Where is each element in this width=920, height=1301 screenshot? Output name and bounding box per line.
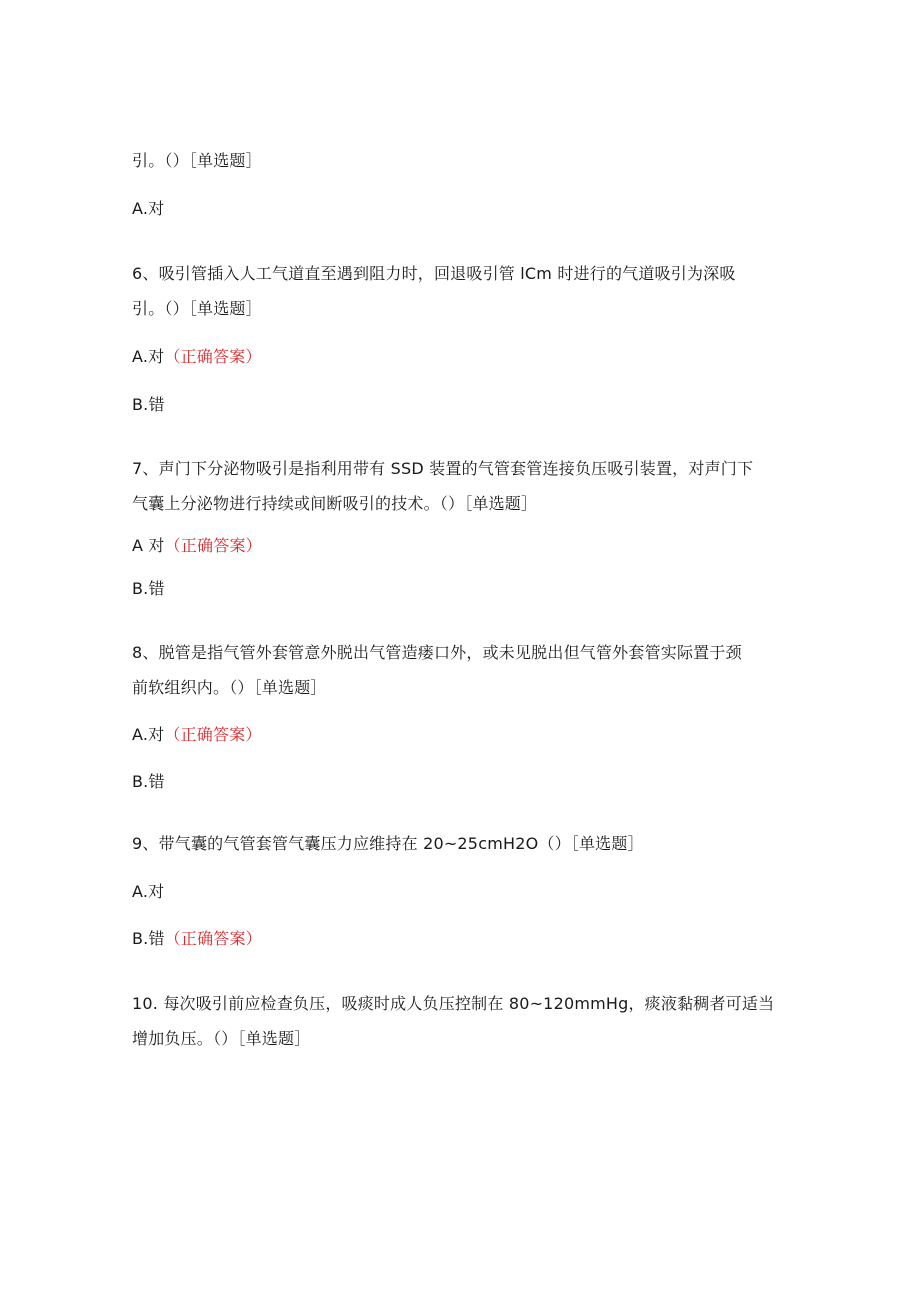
- correct-answer-mark: （正确答案）: [164, 929, 262, 948]
- question-8-option-a: [132, 725, 262, 745]
- question-5-option-a: [132, 199, 164, 219]
- option-label: A.对: [132, 347, 165, 366]
- option-label: B.错: [132, 395, 165, 414]
- question-6-option-b: [132, 395, 165, 415]
- question-7-text-line-2: 气囊上分泌物进行持续或间断吸引的技术。（）［单选题］: [132, 494, 538, 513]
- option-label: B.错: [132, 772, 165, 791]
- question-7-option-b: [132, 579, 165, 599]
- question-6-text-line-1: 6、吸引管插入人工气道直至遇到阻力时，回退吸引管 lCm 时进行的气道吸引为深吸: [132, 264, 736, 283]
- question-5-text-line-2: 引。（）［单选题］: [132, 151, 262, 170]
- question-8-text-line-2: 前软组织内。（）［单选题］: [132, 678, 327, 697]
- question-9-text-line-1: 9、带气囊的气管套管气囊压力应维持在 20~25cmH2O（）［单选题］: [132, 834, 644, 853]
- question-10-text-line-2: 增加负压。（）［单选题］: [132, 1029, 311, 1048]
- question-10-text-line-1: 10. 每次吸引前应检查负压，吸痰时成人负压控制在 80~120mmHg，痰液黏稠者可适当: [132, 994, 775, 1013]
- option-label: A.对: [132, 199, 165, 218]
- question-7-option-a: [132, 536, 262, 556]
- question-6-option-a: [132, 347, 262, 367]
- question-9-option-a: [132, 882, 164, 902]
- question-7-text-line-1: 7、声门下分泌物吸引是指利用带有 SSD 装置的气管套管连接负压吸引装置，对声门下: [132, 459, 754, 478]
- correct-answer-mark: （正确答案）: [164, 536, 262, 555]
- option-label: B.错: [132, 929, 165, 948]
- question-9-option-b: [132, 929, 262, 949]
- option-label: A 对: [132, 536, 165, 555]
- question-8-text-line-1: 8、脱管是指气管外套管意外脱出气管造瘘口外，或未见脱出但气管外套管实际置于颈: [132, 643, 742, 662]
- option-label: A.对: [132, 725, 165, 744]
- question-6-text-line-2: 引。（）［单选题］: [132, 299, 262, 318]
- correct-answer-mark: （正确答案）: [164, 347, 262, 366]
- question-8-option-b: [132, 772, 165, 792]
- option-label: B.错: [132, 579, 165, 598]
- correct-answer-mark: （正确答案）: [164, 725, 262, 744]
- option-label: A.对: [132, 882, 165, 901]
